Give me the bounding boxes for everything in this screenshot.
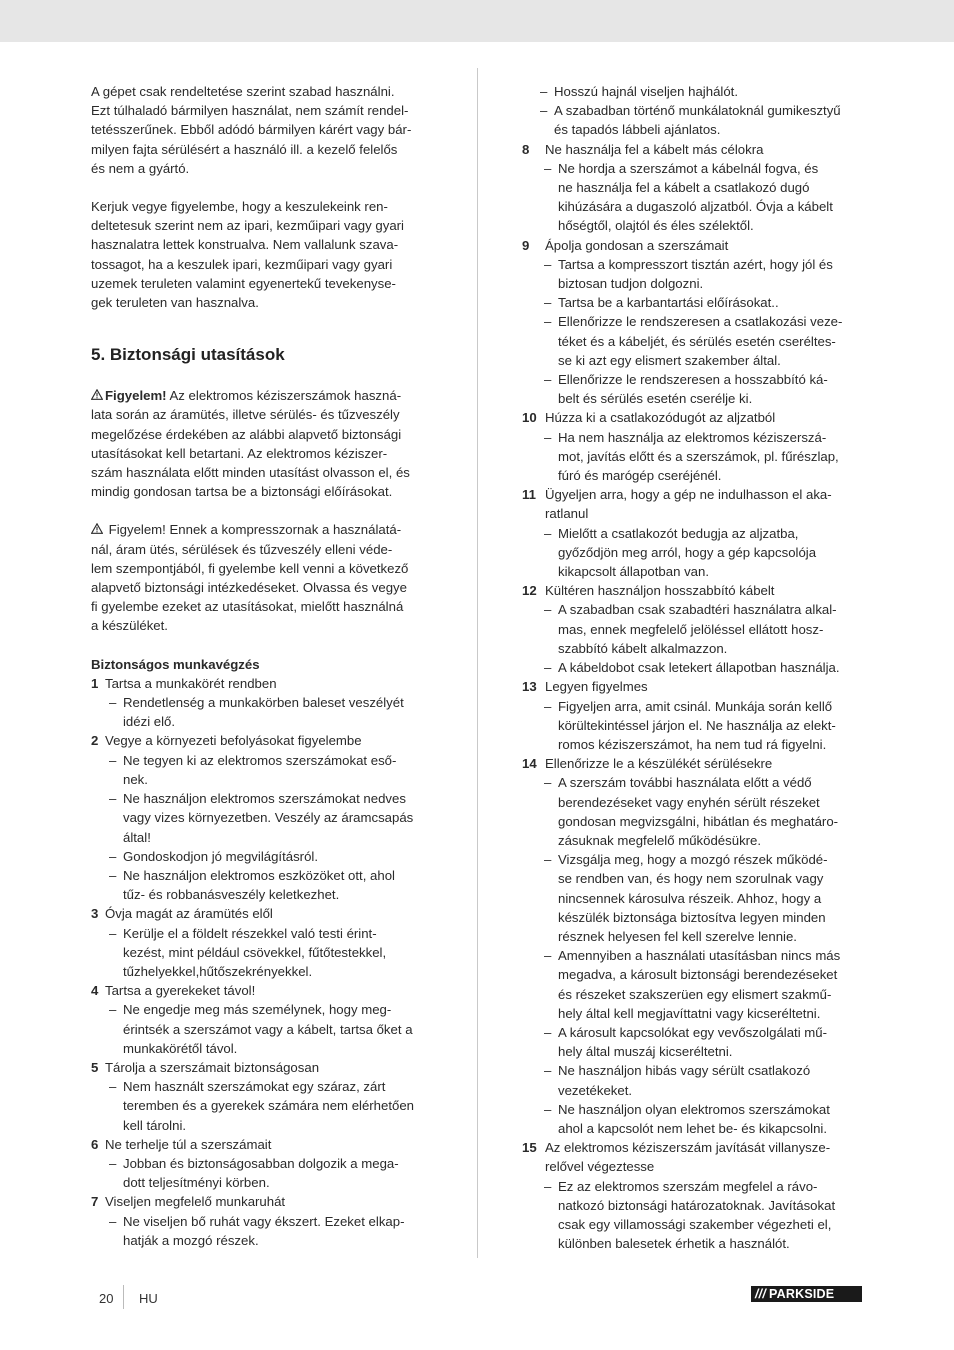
text-line: körültekintéssel járjon el. Ne használja az elekt- [558,717,836,733]
text-line: Jobban és biztonságosabban dolgozik a mega- [123,1155,399,1171]
text-line: mot, javítás előtt és a szerszámok, pl. fűrészlap, [558,448,839,464]
text-line: győződjön meg arról, hogy a gép kapcsolója [558,544,817,560]
text-line: Rendetlenség a munkakörben baleset veszélyét [123,695,404,711]
safety-list-left [91,674,436,1250]
bullet-text [558,852,828,944]
dash-marker: – [544,698,552,714]
text-line: vagy vizes környezetben. Veszély az áramcsapás [123,810,414,826]
bullet-text [558,161,833,234]
text-line: érintsék a szerszámot vagy a kábelt, tartsa őket a [123,1021,413,1037]
text-line: ratlanul [545,506,589,522]
bullet-item [91,1212,436,1250]
dash-marker: – [109,1079,117,1095]
dash-marker: – [109,925,117,941]
bullet-item [522,101,866,139]
text-line: berendezéseket vagy enyhén sérült részeket [558,794,820,810]
text-line: hatják a mozgó részek. [123,1232,259,1248]
item-number: 7 [91,1194,99,1210]
text-line: Ne hordja a szerszámot a kábelnál fogva, és [558,160,819,176]
list-item [91,674,436,693]
item-title: Vegye a környezeti befolyásokat figyelembe [105,733,362,749]
list-item [522,236,866,255]
bullet-item [522,600,866,658]
bullet-text [558,948,840,1021]
text-line: mindig gondosan tartsa be a biztonsági előírásokat. [91,484,393,500]
dash-marker: – [544,1178,552,1194]
bullet-text [558,257,833,291]
text-line: munkakörétől távol. [123,1040,238,1056]
right-column [522,82,866,1253]
dash-marker: – [544,256,552,272]
dash-marker: – [544,525,552,541]
text-line: A kábeldobot csak letekert állapotban használja. [558,660,840,676]
item-title: Óvja magát az áramütés elől [105,906,273,922]
text-line: milyen fajta sérülésért a használó ill. a kezelő felelős [91,141,398,157]
bullet-item [522,370,866,408]
bullet-text [558,775,838,848]
bullet-text [554,103,841,137]
text-line: alapvető biztonsági intézkedéseket. Olvassa és vegye [91,580,407,596]
text-line: gondosan megvizsgálni, hibátlan és meghatáro- [558,813,839,829]
continued-bullets [522,82,866,140]
text-line: ne használja fel a kábelt a csatlakozó dugó [558,180,810,196]
list-item [522,581,866,600]
bullet-text [558,314,842,367]
text-line: Figyelem! Ennek a kompresszornak a használatá- [105,522,402,538]
bullet-item [522,82,866,101]
parkside-logo [751,1286,862,1302]
text-line: Hosszú hajnál viseljen hajhálót. [554,84,739,99]
text-line: hasznalatra lettek konstrualva. Nem vallalunk szava- [91,237,399,253]
bullet-text [558,1102,830,1136]
bullet-text [558,1063,810,1097]
item-number: 9 [522,237,530,253]
text-line: megelőzése érdekében az alábbi alapvető biztonsági [91,426,402,442]
dash-marker: – [109,1002,117,1018]
text-line: gek teruleten van hasznalva. [91,295,259,311]
text-line: kihúzására a dugaszoló aljzatból. Óvja a kábelt [558,199,833,215]
bullet-text [123,849,318,864]
item-title [545,410,775,425]
bullet-item [522,1177,866,1254]
text-line: Ha nem használja az elektromos kéziszerszá- [558,429,827,445]
text-line: natkozó biztonsági határozatoknak. Javításokat [558,1197,836,1213]
text-line: készülék biztonsága biztosítva legyen minden [558,909,826,925]
text-line: biztosan tudjon dolgozni. [558,276,704,292]
item-number: 15 [522,1140,537,1156]
text-line: A károsult kapcsolókat egy vevőszolgálati mű- [558,1024,828,1040]
bullet-text [558,295,779,310]
list-item [91,1135,436,1154]
text-line: Nem használt szerszámokat egy száraz, zárt [123,1079,386,1095]
bullet-item [91,847,436,866]
bullet-item [91,1077,436,1135]
text-line: tossagot, ha a keszulek ipari, kezműipari vagy gyari [91,256,393,272]
text-line: Húzza ki a csatlakozódugót az aljzatból [545,410,776,426]
item-number: 1 [91,675,99,691]
bullet-item [91,866,436,904]
text-line: Ne használjon olyan elektromos szerszámokat [558,1101,830,1117]
item-number: 13 [522,679,537,695]
dash-marker: – [544,602,552,618]
dash-marker: – [109,752,117,768]
section-title: 5. Biztonsági utasítások [91,345,285,365]
item-title [545,142,763,157]
text-line: Ellenőrizze le rendszeresen a csatlakozási veze- [558,314,843,330]
list-item [91,1192,436,1211]
logo-text: PARKSIDE [769,1287,835,1301]
dash-marker: – [544,1063,552,1079]
bullet-text [123,868,395,902]
text-line: Ne engedje meg más személynek, hogy meg- [123,1002,392,1018]
text-line: Tartsa a kompresszort tisztán azért, hogy jól és [558,256,833,272]
bullet-item [522,850,866,946]
warning-label: Figyelem! [105,388,167,404]
item-title: Tárolja a szerszámait biztonságosan [105,1059,320,1075]
bullet-text [123,791,413,844]
bullet-item [91,1000,436,1058]
dash-marker: – [544,852,552,868]
text-line: idézi elő. [123,714,176,730]
bullet-item [91,693,436,731]
bullet-item [522,773,866,850]
subheading: Biztonságos munkavégzés [91,656,260,672]
bullet-item [522,293,866,312]
dash-marker: – [109,695,117,711]
text-line: téket és a kábeljét, és sérülés esetén cseréltes- [558,333,836,349]
text-line: Kültéren használjon hosszabbító kábelt [545,583,775,599]
bullet-item [522,255,866,293]
text-line: Ellenőrizze le rendszeresen a hosszabbító ká- [558,372,828,388]
text-line: lem szempontjából, fi gyelembe kell venni a következő [91,560,409,576]
language-code: HU [139,1291,158,1306]
dash-marker: – [544,948,552,964]
text-line: szám használata előtt minden utasítást olvasson el, és [91,465,410,481]
bullet-text [123,1156,399,1190]
dash-marker: – [109,1155,117,1171]
list-item [91,1058,436,1077]
list-item [522,1138,866,1176]
list-item [522,754,866,773]
text-line: a készüléket. [91,618,168,634]
text-line: Gondoskodjon jó megvilágításról. [123,848,318,864]
bullet-text [558,1025,827,1059]
text-line: résznek helyesen fel kell szerelve lennie. [558,928,797,944]
text-line: se rendben van, és hogy nem szorulnak vagy [558,871,824,887]
item-title: Ne terhelje túl a szerszámait [105,1136,272,1152]
dash-marker: – [544,295,552,311]
text-line: Ügyeljen arra, hogy a gép ne indulhasson el aka- [545,487,832,503]
text-line: Tartsa be a karbantartási előírásokat.. [558,295,779,311]
bullet-item [522,1023,866,1061]
item-number: 3 [91,906,99,922]
dash-marker: – [109,867,117,883]
text-line: tűz- és robbanásveszély keletkezhet. [123,887,340,903]
bullet-text [558,526,816,579]
list-item [91,981,436,1000]
list-item [91,904,436,923]
item-number: 8 [522,141,530,157]
bullet-text [558,699,836,752]
text-line: nincsennek károsulva részeik. Ahhoz, hogy a [558,890,822,906]
item-title [545,487,832,521]
text-line: zásuknak megfelelő működésükre. [558,832,762,848]
text-line: kell tárolni. [123,1117,187,1133]
text-line: Ne tegyen ki az elektromos szerszámokat eső- [123,752,397,768]
bullet-item [91,751,436,789]
bullet-text [123,1079,414,1132]
text-line: dott teljesítményi körben. [123,1175,270,1191]
top-band [0,0,954,42]
text-line: Ne használja fel a kábelt más célokra [545,141,764,157]
item-title [545,238,728,253]
bullet-item [522,658,866,677]
bullet-text [558,660,840,675]
intro-paragraph-2 [91,197,436,312]
text-line: tűzhelyekkel,hűtőszekrényekkel. [123,963,313,979]
logo-slashes: /// [755,1287,767,1301]
text-line: A szerszám további használata előtt a védő [558,775,812,791]
text-line: Ne viseljen bő ruhát vagy ékszert. Ezeket elkap- [123,1213,405,1229]
text-line: kezést, mint például csövekkel, fűtőtestekkel, [123,944,387,960]
text-line: Ne használjon hibás vagy sérült csatlakozó [558,1063,811,1079]
text-line: teremben és a gyerekek számára nem elérhetően [123,1098,415,1114]
text-line: A szabadban történő munkálatoknál gumikesztyű [554,103,841,119]
dash-marker: – [544,429,552,445]
dash-marker: – [544,1101,552,1117]
bullet-item [91,924,436,982]
text-line: nál, áram ütés, sérülések és tűzveszély elleni véde- [91,541,393,557]
bullet-item [522,697,866,755]
bullet-text [558,372,828,406]
item-number: 4 [91,983,99,999]
text-line: Ellenőrizze le a készülékét sérülésekre [545,756,773,772]
bullet-text [123,695,404,729]
item-number: 6 [91,1136,99,1152]
item-title: Tartsa a gyerekeket távol! [105,983,256,999]
list-item [522,677,866,696]
text-line: és tapadós lábbeli ajánlatos. [554,122,721,138]
text-line: utasításokat kell betartani. Az elektromos kéziszer- [91,445,388,461]
list-item [91,731,436,750]
warning-triangle-icon [91,520,105,539]
warning-paragraph-1 [91,386,436,501]
bullet-item [522,312,866,370]
item-title: Viseljen megfelelő munkaruhát [105,1194,286,1210]
item-number: 5 [91,1059,99,1075]
bullet-text [558,430,839,483]
text-line: Mielőtt a csatlakozót bedugja az aljzatba, [558,525,799,541]
bullet-item [522,428,866,486]
dash-marker: – [544,314,552,330]
text-line: Az elektromos kéziszerszámok haszná- [166,388,402,404]
bullet-text [123,1214,404,1248]
text-line: különben balesetek érhetik a használót. [558,1236,790,1252]
dash-marker: – [109,848,117,864]
text-line: csak egy villamossági szakember végezheti el, [558,1216,832,1232]
text-line: által! [123,829,151,845]
dash-marker: – [544,775,552,791]
text-line: mas, ennek megfelelő jelöléssel ellátott hosz- [558,621,824,637]
bullet-item [522,1100,866,1138]
dash-marker: – [544,1024,552,1040]
text-line: Amennyiben a használati utasításban nincs más [558,948,841,964]
text-line: Kerjuk vegye figyelembe, hogy a keszulekeink ren- [91,199,388,215]
warning-paragraph-2 [91,520,436,635]
text-line: se ki azt egy elismert szakember által. [558,352,781,368]
text-line: kikapcsolt állapotban van. [558,564,710,580]
bullet-text [123,1002,413,1055]
bullet-item [522,946,866,1023]
text-line: fúró és marógép cseréjénél. [558,468,722,484]
bullet-text [554,84,738,99]
bullet-text [558,602,837,655]
text-line: Ezt túlhaladó bármilyen használat, nem számít rendel- [91,103,409,119]
safety-list-right [522,140,866,1254]
item-number: 2 [91,733,99,749]
list-item [522,408,866,427]
bullet-item [522,1061,866,1099]
bullet-item [91,1154,436,1192]
text-line: Figyeljen arra, amit csinál. Munkája során kellő [558,698,833,714]
text-line: és nem a gyártó. [91,160,190,176]
dash-marker: – [544,160,552,176]
warning-triangle-icon [91,386,105,405]
list-item [522,140,866,159]
text-line: hely által kell megjavíttatni vagy kicseréltetni. [558,1005,821,1021]
item-title [545,756,772,771]
text-line: hely által muszáj kicseréltetni. [558,1044,733,1060]
text-line: ahol a kapcsolót nem lehet be- és kikapcsolni. [558,1120,828,1136]
bullet-text [558,1179,835,1252]
text-line: megadva, a károsult biztonsági berendezéseket [558,967,838,983]
dash-marker: – [109,1213,117,1229]
text-line: fi gyelembe ezeket az utasításokat, mielőtt használná [91,599,404,615]
list-item [522,485,866,523]
text-line: Az elektromos kéziszerszám javítását villanysze- [545,1140,831,1156]
text-line: romos kéziszerszámot, ha nem tud rá figyelni. [558,736,827,752]
text-line: tetésszerűnek. Ebből adódó bármilyen kárért vagy bár- [91,122,412,138]
text-line: nek. [123,771,148,787]
item-number: 10 [522,410,537,426]
text-line: deltetesuk szerint nem az ipari, kezműipari vagy gyari [91,218,404,234]
text-line: uzemek teruleten valamint egyenertekű tevekenyse- [91,275,396,291]
item-number: 14 [522,756,537,772]
bullet-item [522,159,866,236]
item-title: Tartsa a munkakörét rendben [105,675,277,691]
bullet-text [123,753,396,787]
bullet-item [522,524,866,582]
text-line: Kerülje el a földelt részekkel való testi érint- [123,925,377,941]
dash-marker: – [540,103,548,119]
text-line: szabbító kábelt alkalmazzon. [558,640,728,656]
text-line: A szabadban csak szabadtéri használatra alkal- [558,602,837,618]
item-number: 11 [522,487,536,503]
text-line: Vizsgálja meg, hogy a mozgó részek működé- [558,852,828,868]
item-title [545,679,648,694]
text-line: és részeket szakszerüen egy elismert szakmű- [558,986,832,1002]
text-line: Ápolja gondosan a szerszámait [545,237,729,253]
text-line: belt és sérülés esetén cserélje ki. [558,391,753,407]
footer-divider [123,1285,124,1309]
dash-marker: – [540,84,548,99]
text-line: Ne használjon elektromos eszközöket ott, ahol [123,867,395,883]
item-title [545,583,774,598]
text-line: hőségtől, olajtól és éles szélektől. [558,218,754,234]
text-line: relővel végeztesse [545,1159,655,1175]
dash-marker: – [544,660,552,676]
item-title [545,1140,830,1174]
dash-marker: – [544,372,552,388]
bullet-text [123,926,386,979]
left-column [91,82,436,1250]
page-number: 20 [99,1291,114,1306]
intro-paragraph-1 [91,82,436,178]
text-line: lata során az áramütés, illetve sérülés- és tűzveszély [91,407,400,423]
bullet-item [91,789,436,847]
item-number: 12 [522,583,537,599]
text-line: A gépet csak rendeltetése szerint szabad használni. [91,84,395,99]
text-line: vezetékeket. [558,1082,633,1098]
column-divider [477,68,478,1258]
text-line: Legyen figyelmes [545,679,648,695]
text-line: Ez az elektromos szerszám megfelel a rávo- [558,1178,818,1194]
dash-marker: – [109,791,117,807]
text-line: Ne használjon elektromos szerszámokat nedves [123,791,406,807]
